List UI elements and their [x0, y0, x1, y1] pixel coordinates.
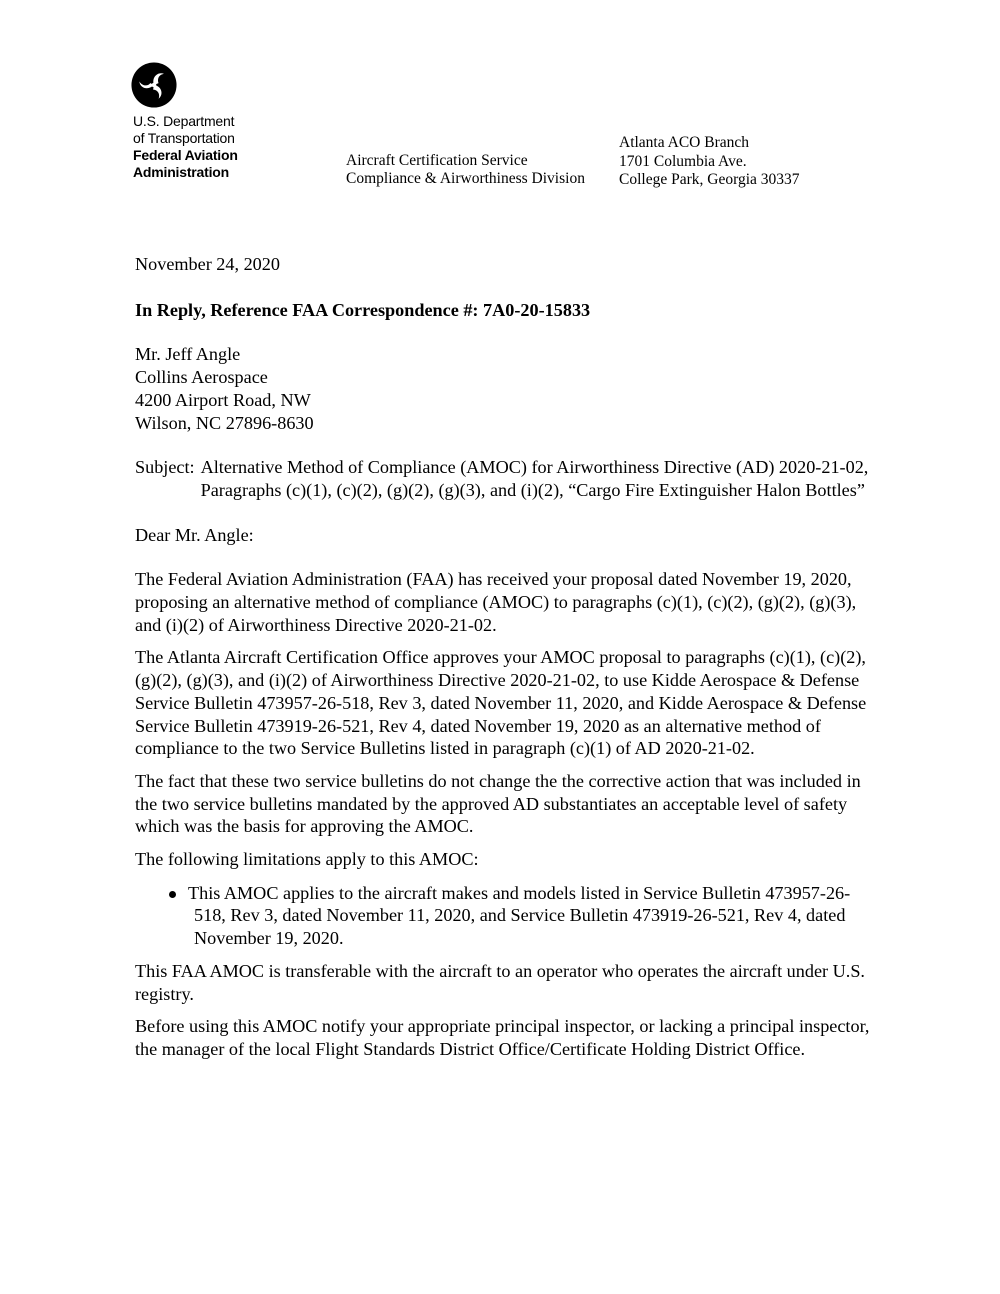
subject-label: Subject:: [135, 457, 195, 478]
reference-line: In Reply, Reference FAA Correspondence #: 7A0-20-15833: [135, 299, 591, 320]
salutation: Dear Mr. Angle:: [135, 524, 254, 545]
dot-triskelion-logo-icon: [131, 62, 177, 108]
recipient-street: 4200 Airport Road, NW: [135, 389, 311, 410]
service-block: [346, 152, 585, 188]
limitation-text: This AMOC applies to the aircraft makes and models listed in Service Bulletin 473957-26-518, Rev 3, dated November 11, 2020, and Service Bulletin 473919-26-521, Rev 4, dated November 19, 2020.: [188, 882, 851, 949]
office-address-block: [619, 134, 800, 190]
recipient-name: Mr. Jeff Angle: [135, 344, 241, 365]
paragraph-3: The fact that these two service bulletins do not change the the corrective action that was included in the two service bulletins mandated by the approved AD substantiates an acceptable level of safety which was the basis for approving the AMOC.: [135, 770, 861, 837]
agency-line-1: Federal Aviation: [133, 147, 238, 163]
agency-line-2: Administration: [133, 164, 229, 180]
office-line-1: Atlanta ACO Branch: [619, 134, 750, 151]
dept-line-1: U.S. Department: [133, 113, 235, 129]
subject-text: Alternative Method of Compliance (AMOC) for Airworthiness Directive (AD) 2020-21-02, Paragraphs (c)(1), (c)(2), (g)(2), (g)(3), and (i)(2), “Cargo Fire Extinguisher Halon Bottles”: [200, 457, 869, 500]
department-block: [133, 113, 238, 181]
letter-date: November 24, 2020: [135, 254, 280, 274]
limitations-list: [135, 882, 875, 950]
office-line-3: College Park, Georgia 30337: [619, 171, 800, 188]
letter-body: [135, 253, 875, 1071]
service-line-1: Aircraft Certification Service: [346, 152, 528, 169]
service-line-2: Compliance & Airworthiness Division: [346, 170, 585, 187]
list-item: [169, 882, 875, 950]
recipient-city: Wilson, NC 27896-8630: [135, 412, 314, 433]
paragraph-6: Before using this AMOC notify your appropriate principal inspector, or lacking a principal inspector, the manager of the local Flight Standards District Office/Certificate Holding District Office.: [135, 1016, 870, 1059]
bullet-icon: [169, 891, 176, 898]
paragraph-2: The Atlanta Aircraft Certification Office approves your AMOC proposal to paragraphs (c)(1), (c)(2), (g)(2), (g)(3), and (i)(2) of Airworthiness Directive 2020-21-02, to use Kidde Aerospace & Defense Service Bulletin 473957-26-518, Rev 3, dated November 11, 2020, and Kidde Aerospace & Defense Service Bulletin 473919-26-521, Rev 4, dated November 19, 2020 as an alternative method of compliance to the two Service Bulletins listed in paragraph (c)(1) of AD 2020-21-02.: [135, 647, 867, 759]
recipient-company: Collins Aerospace: [135, 367, 268, 388]
paragraph-5: This FAA AMOC is transferable with the aircraft to an operator who operates the aircraft under U.S. registry.: [135, 960, 865, 1004]
subject-line: [135, 456, 875, 501]
paragraph-4: The following limitations apply to this AMOC:: [135, 849, 479, 870]
recipient-address: [135, 343, 875, 434]
office-line-2: 1701 Columbia Ave.: [619, 152, 747, 170]
dept-line-2: of Transportation: [133, 130, 235, 146]
paragraph-1: The Federal Aviation Administration (FAA) has received your proposal dated November 19, 2020, proposing an alternative method of compliance (AMOC) to paragraphs (c)(1), (c)(2), (g)(2), (g)(3), and (i)(2) of Airworthiness Directive 2020-21-02.: [135, 569, 857, 635]
